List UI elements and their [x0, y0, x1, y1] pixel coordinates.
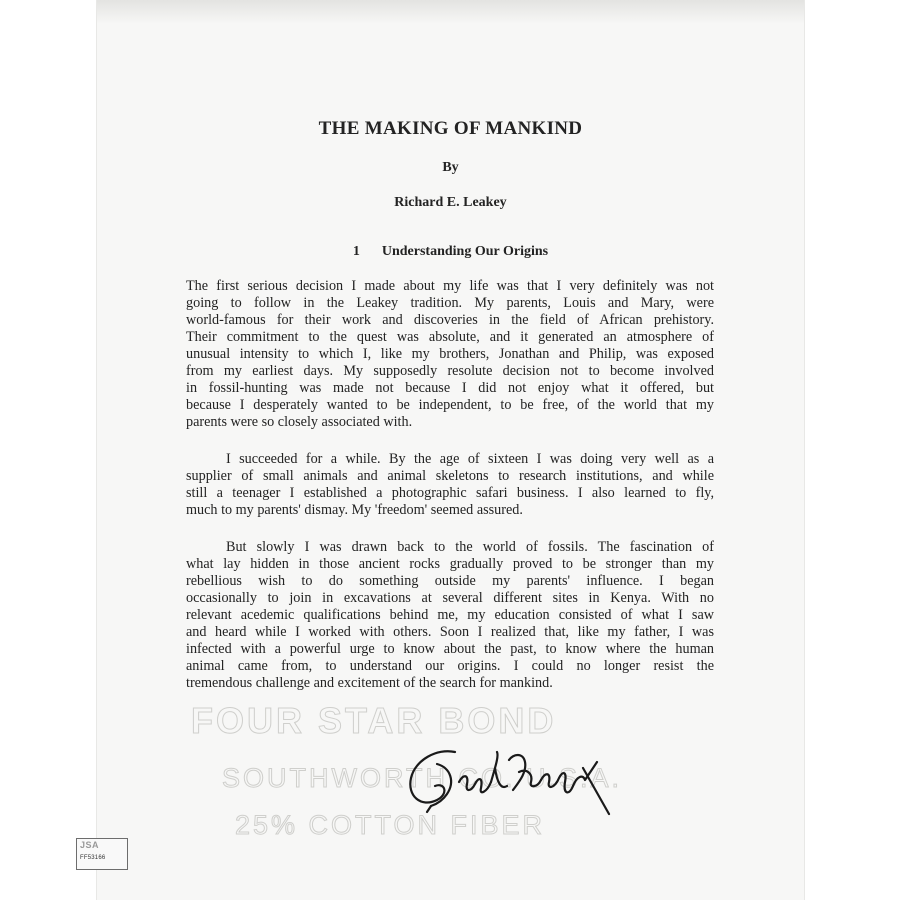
watermark-line-3: 25% COTTON FIBER [235, 810, 546, 840]
paragraph-2-line: much to my parents' dismay. My 'freedom' seemed assured. [186, 502, 523, 518]
chapter-title: Understanding Our Origins [381, 244, 549, 259]
chapter-heading [97, 244, 804, 260]
author-name: Richard E. Leakey [394, 195, 507, 210]
paragraph-1-line: The first serious decision I made about my life was that I very definitely was not [186, 278, 714, 294]
document-title: THE MAKING OF MANKIND [318, 118, 583, 139]
paragraph-1-line: because I desperately wanted to be independent, to be free, of the world that my [186, 397, 714, 413]
authentication-sticker [76, 838, 128, 870]
paragraph-3-line: and heard while I worked with others. Soon I realized that, like my father, I was [186, 624, 714, 640]
paragraph-3-line: But slowly I was drawn back to the world of fossils. The fascination of [226, 539, 714, 555]
watermark-line-2: SOUTHWORTH CO. U.S.A. [222, 763, 623, 793]
page-top-shadow [97, 0, 804, 24]
paragraph-1-line: Their commitment to the quest was absolute, and it generated an atmosphere of [186, 329, 714, 345]
authentication-code: FF53166 [80, 855, 106, 861]
paragraph-2-line: I succeeded for a while. By the age of sixteen I was doing very well as a [226, 451, 714, 467]
paragraph-3-line: what lay hidden in those ancient rocks gradually proved to be stronger than my [186, 556, 714, 572]
paragraph-3-line: tremendous challenge and excitement of the search for mankind. [186, 675, 553, 691]
handwritten-signature [397, 738, 617, 818]
paragraph-1-line: in fossil-hunting was made not because I did not enjoy what it offered, but [186, 380, 714, 396]
paragraph-3-line: rebellious wish to do something outside my parents' influence. I began [186, 573, 714, 589]
paragraph-3-line: animal came from, to understand our origins. I could no longer resist the [186, 658, 714, 674]
document-page [97, 0, 804, 900]
paragraph-1-line: from my earliest days. My supposedly resolute decision not to become involved [186, 363, 714, 379]
byline-label: By [442, 160, 459, 175]
watermark-line-1: FOUR STAR BOND [191, 700, 557, 741]
paragraph-3-line: occasionally to join in excavations at several different sites in Kenya. With no [186, 590, 714, 606]
paragraph-3-line: relevant acedemic qualifications behind me, my education consisted of what I saw [186, 607, 714, 623]
chapter-number: 1 [352, 244, 360, 259]
jsa-logo: JSA [80, 840, 100, 850]
paragraph-2-line: still a teenager I established a photographic safari business. I also learned to fly, [186, 485, 714, 501]
paragraph-2-line: supplier of small animals and animal skeletons to research institutions, and while [186, 468, 714, 484]
paragraph-3-line: infected with a powerful urge to know about the past, to know where the human [186, 641, 714, 657]
paragraph-1-line: unusual intensity to which I, like my brothers, Jonathan and Philip, was exposed [186, 346, 714, 362]
paragraph-1-line: parents were so closely associated with. [186, 414, 413, 430]
paragraph-1-line: world-famous for their work and discoveries in the field of African prehistory. [186, 312, 714, 328]
paragraph-1-line: going to follow in the Leakey tradition. My parents, Louis and Mary, were [186, 295, 714, 311]
